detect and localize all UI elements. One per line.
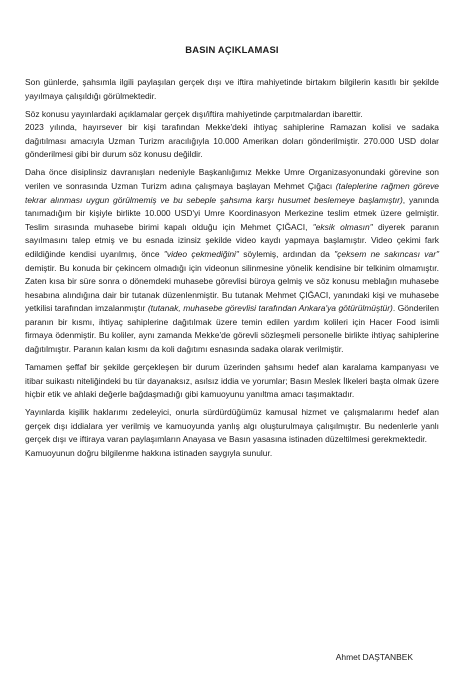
incident-text-5: demiştir. Bu konuda bir çekincem olmadığı için videonun silinmesine yönelik kendisine bir telkinim olmamıştır. Zaten kısa bir süre sonra o dönemdeki muhasebe görevlisi büroya gelmiş ve söz konusu meblağın muhasebe hesabına alındığına dair bir tutanak düzenlenmiştir. Bu tutanak Mehmet ÇIĞACI, yanındaki kişi ve muhasebe yetkilisi tarafından imzalanmıştır — [25, 262, 439, 314]
incident-italic-note-2: (tutanak, muhasebe görevlisi tarafından Ankara'ya götürülmüştür) — [147, 303, 393, 314]
incident-text-3: diyerek paranın sayılmasını talep etmiş ve bu esnada izinsiz şekilde video kaydı yapmaya başlamıştır. Video çekimi fark edildiğinde kendisi uyarılmış, önce — [25, 221, 439, 259]
incident-italic-note-1: (taleplerine rağmen göreve tekrar alınması uygun görülmemiş ve bu sebeple şahsıma karşı husumet beslemeye başlamıştır) — [25, 180, 439, 205]
incident-quote-3: "çeksem ne sakıncası var" — [334, 248, 439, 259]
paragraph-claims-false: Söz konusu yayınlardaki açıklamalar gerçek dışı/iftira mahiyetinde çarpıtmalardan ibarettir. — [25, 108, 363, 119]
paragraph-correction-request: Yayınlarda kişilik haklarımı zedeleyici, onurla sürdürdüğümüz kamusal hizmet ve çalışmalarımı hedef alan gerçek dışı iddialara yer verilmiş ve kamuoyunda yanlış algı oluşturulmaya çalışılmıştır. Bu nedenlerle yanlı gerçek dışı ve iftiraya varan paylaşımların Anayasa ve Basın yasasına istinaden düzeltilmesi gerekmektedir. — [25, 407, 439, 445]
incident-text-4: söylemiş, ardından da — [238, 248, 335, 259]
paragraph-donation-facts: 2023 yılında, hayırsever bir kişi tarafından Mekke'deki ihtiyaç sahiplerine Ramazan kolisi ve sadaka dağıtılması amacıyla Uzman Turizm aracılığıyla 10.000 Amerikan doları gönderilmiştir. 270.000 USD dolar gönderilmesi gibi bir durum söz konusu değildir. — [25, 122, 439, 160]
paragraph-intro: Son günlerde, şahsımla ilgili paylaşılan gerçek dışı ve iftira mahiyetinde birtakım bilgilerin kasıtlı bir şekilde yayılmaya çalışıldığı görülmektedir. — [25, 77, 439, 101]
incident-text-1: Daha önce disiplinsiz davranışları nedeniyle Başkanlığımız Mekke Umre Organizasyonundaki görevine son verilen ve sonrasında Uzman Turizm adına çalışmaya başlayan Mehmet Çığacı — [25, 167, 439, 191]
paragraph-incident-account — [25, 166, 439, 356]
incident-quote-1: "eksik olmasın" — [312, 221, 373, 232]
signature-name: Ahmet DAŞTANBEK — [335, 652, 413, 662]
incident-text-6: . Gönderilen paranın bir kısmı, ihtiyaç sahiplerine dağıtılmak üzere temin edilen yardım kolileri için Hacer Food isimli firmaya ödenmiştir. Bu koliler, aynı zamanda Mekke'de görevli sözleşmeli personelle birlikte ihtiyaç sahiplerine dağıtılmıştır. Paranın kalan kısmı da koli dağıtımı esnasında sadaka olarak verilmiştir. — [25, 303, 439, 355]
paragraph-closing: Kamuoyunun doğru bilgilenme hakkına istinaden saygıyla sunulur. — [25, 448, 273, 458]
document-body — [25, 76, 439, 461]
document-title: BASIN AÇIKLAMASI — [185, 44, 279, 55]
paragraph-smear-campaign: Tamamen şeffaf bir şekilde gerçekleşen bir durum üzerinden şahsımı hedef alan karalama kampanyası ve itibar suikastı niteliğindeki bu tür dayanaksız, asılsız iddia ve yorumlar; Basın Meslek İlkeleri başta olmak üzere hiçbir etik ve ahlaki değerle bağdaşmadığı gibi kamuoyunu yanıltma amacı taşımaktadır. — [25, 362, 439, 400]
incident-text-2: , yanında tanımadığım bir kişiyle birlikte 10.000 USD'yi Umre Koordinasyon Merkezine teslim etmek üzere gelmiştir. Teslim sırasında muhasebe birimi kapalı olduğu için Mehmet ÇIĞACI, — [25, 194, 439, 232]
incident-quote-2: "video çekmediğini" — [163, 248, 239, 259]
